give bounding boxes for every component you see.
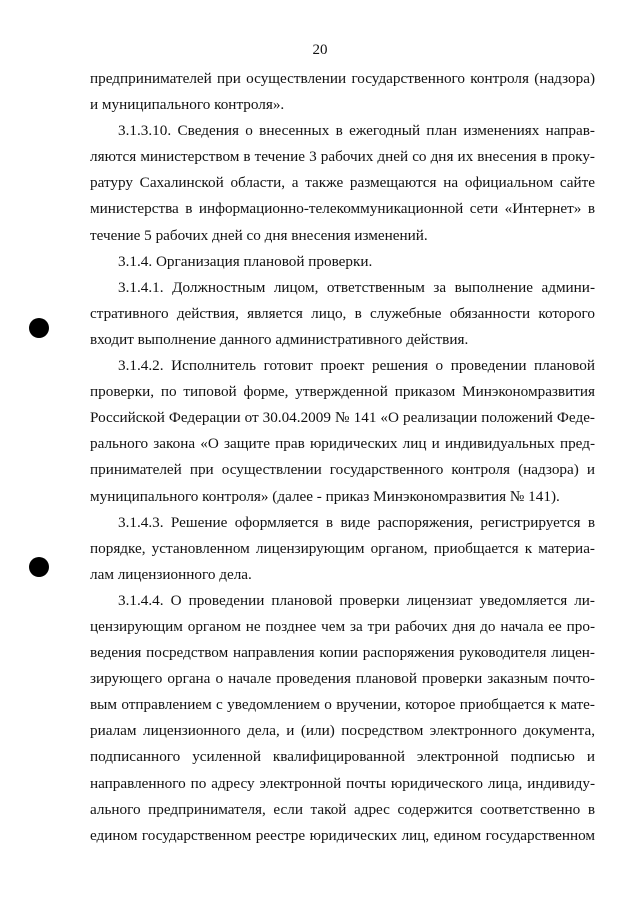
text-line: ратуру Сахалинской области, а также размещаются на официальном сайте	[90, 174, 595, 192]
document-body	[90, 66, 595, 849]
punch-hole-top	[29, 318, 49, 338]
text-line: предпринимателей при осуществлении государственного контроля (надзора)	[90, 70, 595, 87]
text-line: порядке, установленном лицензирующим органом, приобщается к материа-	[90, 539, 595, 557]
paragraph-3-1-4-2	[90, 353, 595, 510]
text-line: 3.1.4.3. Решение оформляется в виде распоряжения, регистрируется в	[118, 513, 595, 531]
text-line: 3.1.4. Организация плановой проверки.	[118, 252, 373, 270]
text-line: Российской Федерации от 30.04.2009 № 141 «О реализации положений Феде-	[90, 409, 595, 427]
text-line: ляются министерством в течение 3 рабочих дней со дня их внесения в проку-	[90, 148, 595, 166]
text-line: 3.1.4.4. О проведении плановой проверки лицензиат уведомляется ли-	[118, 591, 595, 609]
text-line: проверки, по типовой форме, утвержденной приказом Минэкономразвития	[90, 383, 595, 401]
text-line: едином государственном реестре юридических лиц, едином государственном	[90, 826, 595, 844]
text-line: риалам лицензионного дела, и (или) посредством электронного документа,	[90, 722, 595, 740]
text-line: муниципального контроля» (далее - приказ Минэкономразвития № 141).	[90, 487, 560, 505]
paragraph-3-1-4-3	[90, 510, 595, 588]
text-line: 3.1.3.10. Сведения о внесенных в ежегодный план изменениях направ-	[118, 122, 595, 140]
text-line: течение 5 рабочих дней со дня внесения изменений.	[90, 226, 428, 244]
text-line: входит выполнение данного административного действия.	[90, 330, 469, 348]
paragraph-3-1-4-1	[90, 275, 595, 353]
text-line: и муниципального контроля».	[90, 96, 285, 114]
page-number: 20	[312, 42, 328, 58]
text-line: подписанного усиленной квалифицированной электронной подписью и	[90, 748, 595, 766]
punch-hole-bottom	[29, 557, 49, 577]
text-line: стративного действия, является лицо, в служебные обязанности которого	[90, 304, 595, 322]
text-line: министерства в информационно-телекоммуникационной сети «Интернет» в	[90, 200, 595, 218]
text-line: 3.1.4.1. Должностным лицом, ответственным за выполнение админи-	[118, 278, 595, 296]
paragraph-3-1-4	[90, 249, 595, 275]
paragraph-continued	[90, 66, 595, 118]
text-line: ального предпринимателя, если такой адрес содержится соответственно в	[90, 800, 595, 818]
paragraph-3-1-4-4	[90, 588, 595, 849]
text-line: зирующего органа о начале проведения плановой проверки заказным почто-	[90, 670, 595, 688]
text-line: 3.1.4.2. Исполнитель готовит проект решения о проведении плановой	[118, 357, 595, 375]
text-line: рального закона «О защите прав юридических лиц и индивидуальных пред-	[90, 435, 595, 453]
paragraph-3-1-3-10	[90, 118, 595, 248]
text-line: лам лицензионного дела.	[90, 565, 252, 583]
text-line: вым отправлением с уведомлением о вручении, которое приобщается к мате-	[90, 696, 595, 714]
text-line: направленного по адресу электронной почты юридического лица, индивиду-	[90, 774, 595, 792]
text-line: цензирующим органом не позднее чем за три рабочих дня до начала ее про-	[90, 617, 595, 635]
text-line: принимателей при осуществлении государственного контроля (надзора) и	[90, 461, 595, 479]
text-line: ведения посредством направления копии распоряжения руководителя лицен-	[90, 644, 595, 662]
